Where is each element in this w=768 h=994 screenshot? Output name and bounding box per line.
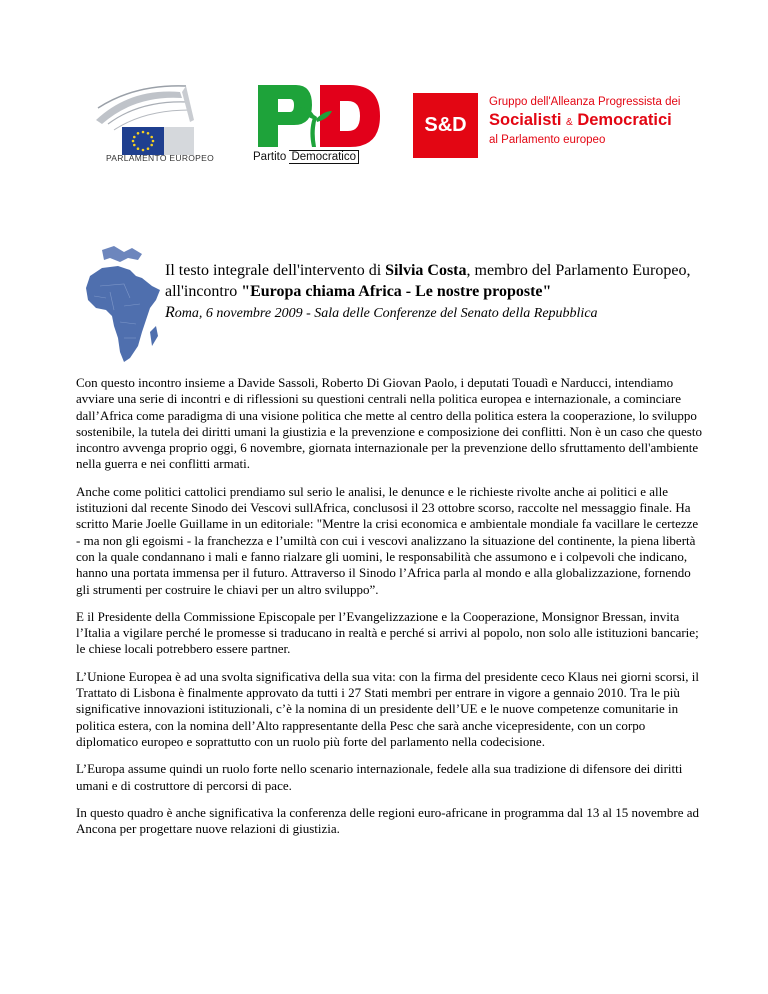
sd-line-1: Gruppo dell'Alleanza Progressista dei — [489, 96, 681, 108]
sd-democratici: Democratici — [577, 111, 672, 129]
heading-title — [165, 260, 725, 302]
paragraph: E il Presidente della Commissione Episcopale per l’Evangelizzazione e la Cooperazione, Monsignor Bressan, invita l’Italia a vigilare perché le promesse si traducano in realtà e perché si arrivi al popolo, non solo alle istituzioni bancarie; le chiese locali potrebbero essere partner. — [76, 608, 699, 657]
sd-socialisti: Socialisti — [489, 111, 562, 129]
paragraph: L’Europa assume quindi un ruolo forte nello scenario internazionale, fedele alla sua tradizione di difensore dei diritti umani e di costruttore di percorsi di pace. — [76, 761, 683, 793]
pd-partito-label: Partito — [253, 151, 287, 163]
heading-text-1: Il testo integrale dell'intervento di — [165, 262, 386, 279]
pd-democratico-label: Democratico — [289, 150, 359, 164]
logo-row — [0, 80, 768, 170]
event-name: "Europa chiama Africa - Le nostre proposte" — [241, 283, 552, 300]
pd-mark-icon — [250, 85, 385, 149]
article-body — [76, 375, 704, 848]
partito-democratico-logo — [250, 85, 390, 169]
article-heading — [165, 260, 725, 324]
sd-group-name — [489, 96, 680, 146]
speaker-name: Silvia Costa — [385, 262, 467, 279]
parlamento-europeo-label: PARLAMENTO EUROPEO — [105, 153, 215, 163]
sd-logo-box: S&D — [413, 93, 478, 158]
sd-line-2 — [489, 111, 680, 130]
heading-text-2: , membro del Parlamento Europeo, all'incontro — [165, 262, 691, 300]
paragraph: Con questo incontro insieme a Davide Sassoli, Roberto Di Giovan Paolo, i deputati Touadì e Narducci, intendiamo avviare una serie di incontri e di riflessioni su questioni centrali nella politica europea e internazionale, a cominciare dall’Africa come paradigma di una visione politica che mette al centro della politica estera la cooperazione, lo sviluppo sostenibile, la tutela dei diritti umani la giustizia e la prevenzione e composizione dei conflitti. Non è un caso che questo incontro avvenga proprio oggi, 6 novembre, giornata internazionale per la prevenzione dello sfruttamento dell'ambiente nella guerra e nei conflitti armati. — [76, 375, 702, 472]
africa-map-icon — [80, 246, 164, 364]
paragraph: Anche come politici cattolici prendiamo sul serio le analisi, le denunce e le richieste rivolte anche ai politici e alle istituzioni dal recente Sinodo dei Vescovi sullAfrica, conclusosi il 23 ottobre scorso, raccolte nel messaggio finale. Ha scritto Marie Joelle Guillame in un editoriale: "Mentre la crisi economica e ambientale mondiale fa vacillare le certezze - ma non gli egoismi - la franchezza e l’umiltà con cui i vescovi analizzano la situazione del continente, la piena libertà con la quale condannano i mali e fanno rialzare gli uomini, le responsabilità che assumono e i colpevoli che indicano, hanno una portata immensa per il futuro. Attraverso il Sinodo l’Africa parla al mondo e alla globalizzazione, fornendo gli strumenti per costruire le chiavi per un altro sviluppo”. — [76, 483, 699, 597]
heading-subtitle — [165, 302, 725, 324]
pd-label — [253, 151, 359, 163]
subtitle-initial: R — [165, 304, 175, 321]
subtitle-text: oma, 6 novembre 2009 - Sala delle Conferenze del Senato della Repubblica — [174, 306, 598, 321]
paragraph: L’Unione Europea è ad una svolta significativa della sua vita: con la firma del presidente ceco Klaus nei giorni scorsi, il Trattato di Lisbona è finalmente approvato da tutti i 27 Stati membri per entrare in vigore a gennaio 2010. Tra le più significative innovazioni istituzionali, c’è la nomina di un presidente dell’UE e le nuove competenze comunitarie in politica estera, con la nomina dell’Alto rappresentante della Pesc che sarà anche vicepresidente, con un corpo diplomatico europeo e soprattutto con un ruolo più forte del parlamento nella codecisione. — [76, 668, 699, 749]
sd-amp: & — [566, 117, 573, 128]
parliament-building-icon — [90, 80, 230, 155]
paragraph: In questo quadro è anche significativa la conferenza delle regioni euro-africane in programma dal 13 al 15 novembre ad Ancona per progettare nuove relazioni di giustizia. — [76, 804, 700, 837]
sd-line-3: al Parlamento europeo — [489, 134, 606, 146]
parlamento-europeo-logo — [90, 80, 230, 168]
